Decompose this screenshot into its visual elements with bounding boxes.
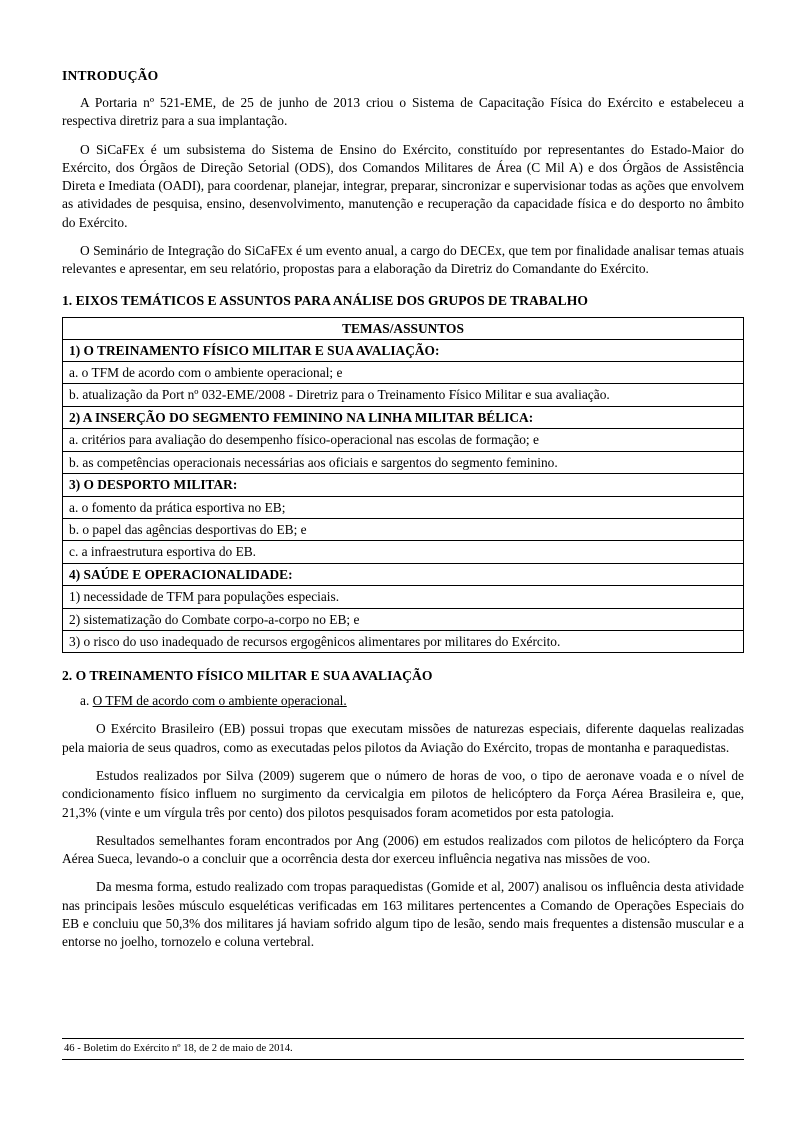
intro-heading: INTRODUÇÃO (62, 68, 159, 83)
intro-paragraph: O SiCaFEx é um subsistema do Sistema de Ensino do Exército, constituído por representantes do Estado-Maior do Exército, dos Órgãos de Direção Setorial (ODS), dos Comandos Militares de Área (C Mil A) e dos Órgãos de Assistência Direta e Imediata (OADI), para coordenar, planejar, integrar, preparar, sincronizar e supervisionar todas as ações que envolvem as atividades de pesquisa, ensino, desenvolvimento, manutenção e recuperação da capacidade física e do desporto no âmbito do Exército. (62, 141, 744, 230)
table-row: b. atualização da Port nº 032-EME/2008 - Diretriz para o Treinamento Físico Militar e sua avaliação. (63, 384, 743, 406)
page-footer (62, 1038, 744, 1060)
table-row: b. o papel das agências desportivas do EB; e (63, 519, 743, 541)
footer-text: 46 - Boletim do Exército nº 18, de 2 de maio de 2014. (64, 1043, 293, 1054)
body-paragraph: Resultados semelhantes foram encontrados por Ang (2006) em estudos realizados com pilotos de helicóptero da Força Aérea Sueca, levando-o a concluir que a ocorrência desta dor exerceu influência negativa nas missões de voo. (62, 832, 744, 867)
section2-heading: 2. O TREINAMENTO FÍSICO MILITAR E SUA AVALIAÇÃO (62, 668, 433, 684)
table-row: a. critérios para avaliação do desempenho físico-operacional nas escolas de formação; e (63, 429, 743, 451)
table-row: 2) sistematização do Combate corpo-a-corpo no EB; e (63, 609, 743, 631)
table-row: 1) necessidade de TFM para populações especiais. (63, 586, 743, 608)
table-row: a. o TFM de acordo com o ambiente operacional; e (63, 362, 743, 384)
topics-table (62, 317, 744, 654)
body-paragraph: Estudos realizados por Silva (2009) sugerem que o número de horas de voo, o tipo de aeronave voada e o nível de condicionamento físico influem no surgimento da cervicalgia em pilotos de helicóptero da Força Aérea Brasileira e, que, 21,3% (vinte e um vírgula três por cento) dos pilotos pesquisados foram acometidos por esta patologia. (62, 767, 744, 820)
table-row: 4) SAÚDE E OPERACIONALIDADE: (63, 564, 743, 586)
section2-subitem (80, 692, 744, 710)
intro-paragraph: A Portaria nº 521-EME, de 25 de junho de 2013 criou o Sistema de Capacitação Física do Exército e estabeleceu a respectiva diretriz para a sua implantação. (62, 95, 744, 129)
footer-rule-bottom (62, 1059, 744, 1060)
body-paragraph: Da mesma forma, estudo realizado com tropas paraquedistas (Gomide et al, 2007) analisou os influência desta atividade nas principais lesões músculo esqueléticas verificadas em 163 militares pertencentes a Comando de Operações Especiais do EB e concluiu que 50,3% dos militares já haviam sofrido algum tipo de lesão, sendo mais frequentes a distensão muscular e a entorse no joelho, tornozelo e coluna vertebral. (62, 879, 744, 950)
table-row: 1) O TREINAMENTO FÍSICO MILITAR E SUA AVALIAÇÃO: (63, 340, 743, 362)
table-row: a. o fomento da prática esportiva no EB; (63, 497, 743, 519)
table-row: 3) o risco do uso inadequado de recursos ergogênicos alimentares por militares do Exército. (69, 633, 561, 649)
subitem-prefix: a. (80, 693, 93, 709)
table-header: TEMAS/ASSUNTOS (63, 318, 743, 340)
table-row: 3) O DESPORTO MILITAR: (63, 474, 743, 496)
subitem-underlined-text: O TFM de acordo com o ambiente operacional. (92, 693, 347, 709)
intro-paragraph: O Seminário de Integração do SiCaFEx é um evento anual, a cargo do DECEx, que tem por finalidade analisar temas atuais relevantes e apresentar, em seu relatório, propostas para a elaboração da Diretriz do Comandante do Exército. (62, 243, 744, 277)
section1-heading: 1. EIXOS TEMÁTICOS E ASSUNTOS PARA ANÁLISE DOS GRUPOS DE TRABALHO (62, 292, 588, 308)
table-row: b. as competências operacionais necessárias aos oficiais e sargentos do segmento feminino. (63, 452, 743, 474)
body-paragraph: O Exército Brasileiro (EB) possui tropas que executam missões de naturezas especiais, diferente daquelas realizadas pela maioria de seus quadros, como as executadas pelos pilotos da Aviação do Exército, tropas de montanha e paraquedistas. (62, 721, 744, 755)
table-row: 2) A INSERÇÃO DO SEGMENTO FEMININO NA LINHA MILITAR BÉLICA: (63, 407, 743, 429)
table-row: c. a infraestrutura esportiva do EB. (63, 541, 743, 563)
